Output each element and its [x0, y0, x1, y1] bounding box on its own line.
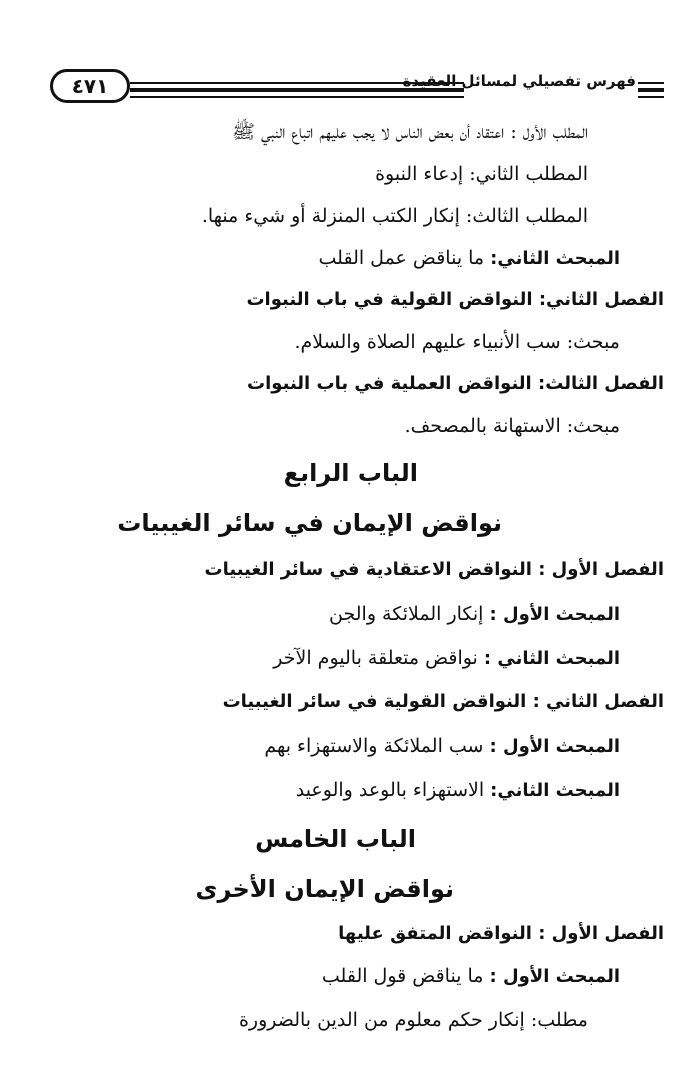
entry-label: المبحث الأول : — [489, 736, 620, 757]
page-header — [36, 60, 664, 110]
section-heading-title: نواقض الإيمان في سائر الغيبيات — [117, 509, 502, 537]
toc-entry-fasl: الفصل الأول : النواقض المتفق عليها — [338, 923, 664, 944]
toc-entry-fasl: الفصل الثالث: النواقض العملية في باب النبوات — [247, 373, 664, 394]
toc-entry-mabhath — [296, 776, 620, 805]
header-rule — [638, 88, 664, 92]
toc-entry-fasl: الفصل الأول : النواقض الاعتقادية في سائر الغيبيات — [204, 559, 664, 580]
toc-entry-matlab: المطلب الثالث: إنكار الكتب المنزلة أو شيء منها. — [201, 205, 588, 227]
header-rule — [638, 96, 664, 98]
toc-entry-matlab: المطلب الأول : اعتقاد أن بعض الناس لا يجب عليهم اتباع النبي ﷺ — [231, 121, 588, 143]
entry-text: الاستهزاء بالوعد والوعيد — [295, 779, 491, 801]
toc-entry-fasl: الفصل الثاني : النواقض القولية في سائر الغيبيات — [222, 691, 664, 712]
entry-label: المبحث الثاني: — [490, 780, 620, 801]
toc-entry-mabhath: مبحث: سب الأنبياء عليهم الصلاة والسلام. — [294, 331, 620, 353]
toc-entry-fasl: الفصل الثاني: النواقض القولية في باب النبوات — [246, 289, 664, 310]
toc-entry-mabhath — [329, 600, 620, 629]
section-heading-bab: الباب الرابع — [283, 459, 418, 487]
entry-text: ما يناقض عمل القلب — [318, 247, 491, 269]
section-heading-bab: الباب الخامس — [255, 825, 416, 853]
running-title: فهرس تفصيلي لمسائل العقيدة — [402, 72, 636, 90]
toc-entry-mabhath — [273, 644, 620, 673]
entry-text: نواقض متعلقة باليوم الآخر — [273, 647, 484, 669]
entry-label: المبحث الأول : — [489, 966, 620, 987]
page-number-badge — [50, 69, 130, 103]
header-rule — [638, 82, 664, 84]
page-number: ٤٧١ — [71, 74, 109, 98]
entry-label: المبحث الثاني : — [483, 648, 620, 669]
section-heading-title: نواقض الإيمان الأخرى — [195, 875, 454, 903]
entry-text: ما يناقض قول القلب — [321, 965, 490, 987]
entry-label: المبحث الثاني: — [490, 248, 620, 269]
toc-entry-matlab: المطلب الثاني: إدعاء النبوة — [375, 163, 588, 185]
toc-entry-mabhath: مبحث: الاستهانة بالمصحف. — [404, 415, 620, 437]
toc-entry-matlab: مطلب: إنكار حكم معلوم من الدين بالضرورة — [238, 1009, 588, 1031]
entry-label: المبحث الأول : — [489, 604, 620, 625]
entry-text: إنكار الملائكة والجن — [329, 603, 490, 625]
toc-entry-mabhath — [319, 244, 620, 273]
toc-entry-mabhath — [264, 732, 620, 761]
entry-text: سب الملائكة والاستهزاء بهم — [264, 735, 490, 757]
toc-entry-mabhath — [322, 962, 620, 991]
header-rule — [130, 96, 464, 98]
